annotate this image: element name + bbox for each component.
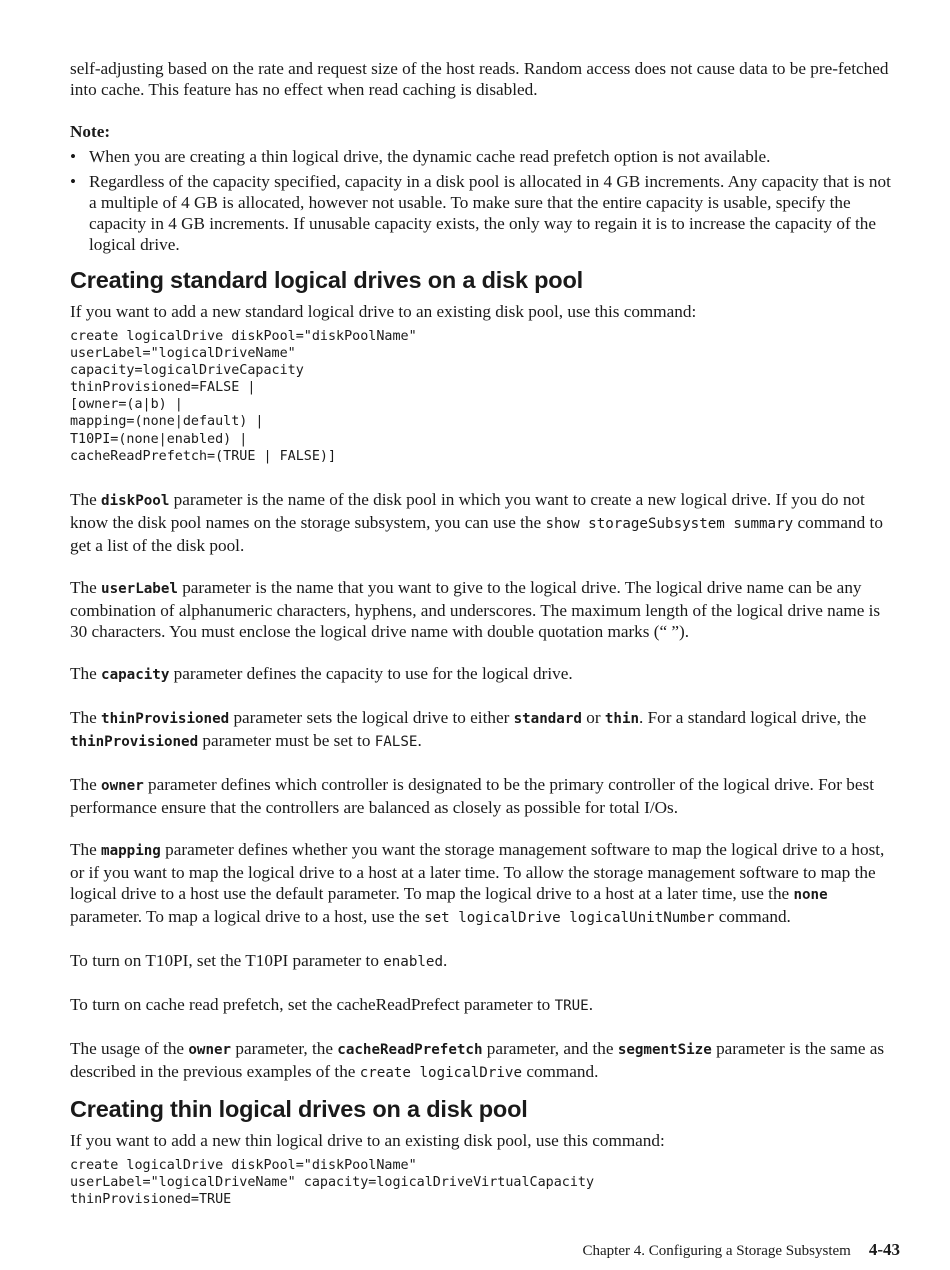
param-value: thin xyxy=(604,710,640,727)
inline-code: set logicalDrive logicalUnitNumber xyxy=(424,909,715,926)
page-footer xyxy=(583,1240,900,1260)
param-name: thinProvisioned xyxy=(70,733,199,750)
diskpool-paragraph: The diskPool parameter is the name of the disk pool in which you want to create a new logical drive. If you do not know the disk pool names on the storage subsystem, you can use the show storageSubsystem summary command to get a list of the disk pool. xyxy=(70,489,883,555)
command-block: create logicalDrive diskPool="diskPoolName" userLabel="logicalDriveName" capacity=logicalDriveCapacity thinProvisioned=FALSE | [owner=(a|b) | mapping=(none|default) | T10PI=(none|enabled) | cacheReadPrefetch=(TRUE | FALSE)] xyxy=(70,329,417,464)
note-label: Note: xyxy=(70,122,111,141)
param-name: capacity xyxy=(101,666,170,683)
page-number: 4-43 xyxy=(868,1240,900,1259)
mapping-paragraph: The mapping parameter defines whether you want the storage management software to map the logical drive to a host, or if you want to map the logical drive to a host at a later time. To allow the storage management software to map the logical drive to a host use the default parameter. To map the logical drive to a host at a later time, use the none parameter. To map a logical drive to a host, use the set logicalDrive logicalUnitNumber command. xyxy=(70,839,885,926)
owner-paragraph: The owner parameter defines which controller is designated to be the primary controller of the logical drive. For best performance ensure that the controllers are balanced as closely as possible for total I/Os. xyxy=(70,774,874,817)
section-heading-thin: Creating thin logical drives on a disk pool xyxy=(70,1095,528,1122)
param-name: cacheReadPrefetch xyxy=(337,1041,483,1058)
param-name: mapping xyxy=(101,842,161,859)
userlabel-paragraph: The userLabel parameter is the name that you want to give to the logical drive. The logical drive name can be any combination of alphanumeric characters, hyphens, and underscores. The maximum length of the logical drive name is 30 characters. You must enclose the logical drive name with double quotation marks (“ ”). xyxy=(70,577,881,641)
note-item: • Regardless of the capacity specified, capacity in a disk pool is allocated in 4 GB increments. Any capacity that is not a multiple of 4 GB is allocated, however not usable. To make sure that the entire capacity is usable, specify the capacity in 4 GB increments. If unusable capacity exists, the only way to regain it is to increase the capacity of the logical drive. xyxy=(70,171,900,255)
inline-code: FALSE xyxy=(374,733,418,750)
param-name: owner xyxy=(188,1041,232,1058)
param-name: diskPool xyxy=(101,492,170,509)
thinprovisioned-paragraph: The thinProvisioned parameter sets the logical drive to either standard or thin. For a standard logical drive, the thinProvisioned parameter must be set to FALSE. xyxy=(70,707,867,750)
section-heading-standard: Creating standard logical drives on a disk pool xyxy=(70,267,583,293)
inline-code: show storageSubsystem summary xyxy=(545,515,794,532)
note-list xyxy=(70,146,900,255)
param-name: owner xyxy=(101,777,144,794)
footer-chapter: Chapter 4. Configuring a Storage Subsystem xyxy=(582,1243,851,1259)
section-lead: If you want to add a new standard logical drive to an existing disk pool, use this command: xyxy=(70,302,697,321)
t10pi-paragraph: To turn on T10PI, set the T10PI parameter to enabled. xyxy=(70,950,448,970)
capacity-paragraph: The capacity parameter defines the capacity to use for the logical drive. xyxy=(70,663,573,683)
intro-paragraph: self-adjusting based on the rate and request size of the host reads. Random access does not cause data to be pre-fetched into cache. This feature has no effect when read caching is disabled. xyxy=(70,59,889,99)
prefetch-paragraph: To turn on cache read prefetch, set the cacheReadPrefect parameter to TRUE. xyxy=(70,994,594,1014)
usage-paragraph: The usage of the owner parameter, the cacheReadPrefetch parameter, and the segmentSize parameter is the same as described in the previous examples of the create logicalDrive command. xyxy=(70,1038,885,1081)
document-page xyxy=(70,58,900,1208)
param-value: standard xyxy=(513,710,582,727)
param-name: thinProvisioned xyxy=(101,710,230,727)
command-block: create logicalDrive diskPool="diskPoolName" userLabel="logicalDriveName" capacity=logicalDriveVirtualCapacity thinProvisioned=TRUE xyxy=(70,1157,595,1207)
param-name: userLabel xyxy=(101,580,178,597)
section-lead: If you want to add a new thin logical drive to an existing disk pool, use this command: xyxy=(70,1130,665,1150)
param-value: none xyxy=(793,886,828,903)
inline-code: TRUE xyxy=(554,997,589,1014)
inline-code: create logicalDrive xyxy=(359,1064,523,1081)
inline-code: enabled xyxy=(383,953,444,970)
param-name: segmentSize xyxy=(617,1041,712,1058)
note-item: • When you are creating a thin logical drive, the dynamic cache read prefetch option is not available. xyxy=(70,146,900,167)
